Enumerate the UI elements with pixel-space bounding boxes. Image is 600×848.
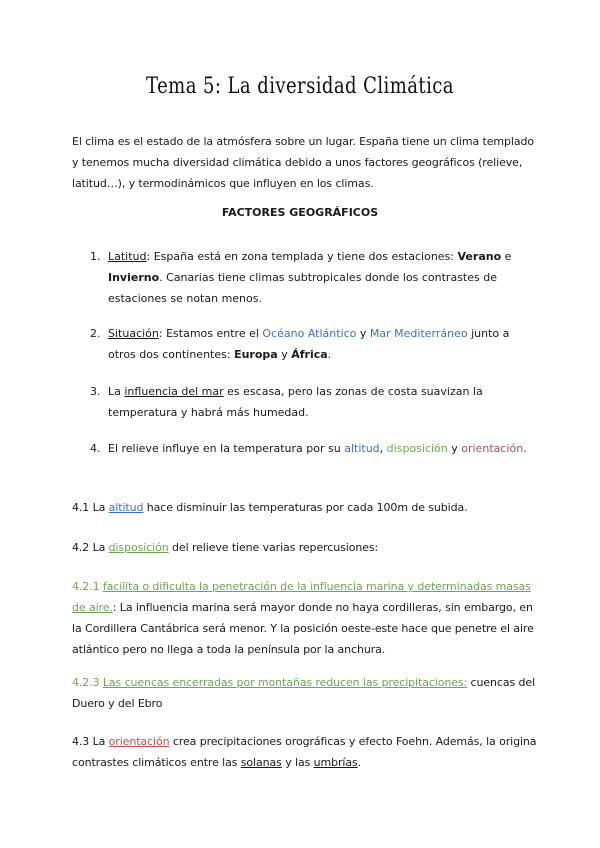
section-4-2-1 xyxy=(72,576,542,660)
text-run: 4.2.3 xyxy=(72,676,103,689)
term-disposicion: disposición xyxy=(386,442,448,455)
section-4-2-3 xyxy=(72,672,542,714)
text-run: y xyxy=(356,327,370,340)
text-run: del relieve tiene varias repercusiones: xyxy=(168,541,379,554)
intro-paragraph: El clima es el estado de la atmósfera sobre un lugar. España tiene un clima templado y tenemos mucha diversidad climática debido a unos factores geográficos (relieve, latitud…), y termodinámicos que influyen en los climas. xyxy=(72,135,534,190)
text-run: y xyxy=(447,442,462,455)
document-title: Tema 5: La diversidad Climática xyxy=(146,74,454,99)
text-run: crea precipitaciones orográficas y efecto Foehn. Además, la origina contrastes climáticos entre las xyxy=(72,735,537,769)
term-penetracion-influencia: facilita o dificulta la penetración de la influencia marina y determinadas masas de aire. xyxy=(72,580,531,614)
section-4-2 xyxy=(72,537,542,558)
term-mar-mediterraneo: Mar Mediterráneo xyxy=(369,327,468,340)
term-invierno: Invierno xyxy=(108,271,160,284)
term-latitud: Latitud xyxy=(108,250,147,263)
text-run: : Estamos entre el xyxy=(158,327,263,340)
text-run: . xyxy=(357,756,362,769)
text-run: junto a otros dos continentes: xyxy=(108,327,510,361)
term-influencia-del-mar: influencia del mar xyxy=(124,385,224,398)
term-orientacion: orientación xyxy=(461,442,524,455)
text-run: : La influencia marina será mayor donde no haya cordilleras, sin embargo, en la Cordillera Cantábrica será menor. Y la posición oeste-este hace que penetre el aire atlántico pero no llega a toda la península por la anchura. xyxy=(72,601,534,656)
text-run: cuencas del Duero y del Ebro xyxy=(72,676,536,710)
term-orientacion-link: orientación xyxy=(108,735,170,748)
list-item-latitud xyxy=(90,246,532,309)
text-run: 4.3 La xyxy=(72,735,109,748)
list-item-influencia-mar xyxy=(90,381,532,423)
text-run: . Canarias tiene climas subtropicales donde los contrastes de estaciones se notan menos. xyxy=(108,271,497,305)
list-number: 3. xyxy=(90,385,101,398)
list-item-text xyxy=(108,323,532,365)
text-run: El relieve influye en la temperatura por su xyxy=(108,442,345,455)
text-run: , xyxy=(379,442,387,455)
section-4-1 xyxy=(72,497,542,518)
list-item-situacion xyxy=(90,323,532,365)
text-run: es escasa, pero las zonas de costa suavizan la temperatura y habrá más humedad. xyxy=(108,385,483,419)
list-item-text xyxy=(108,381,532,423)
section-4-3 xyxy=(72,731,542,773)
list-item-relieve xyxy=(90,438,532,459)
term-cuencas-encerradas: Las cuencas encerradas por montañas reducen las precipitaciones: xyxy=(102,676,468,689)
text-run: 4.2.1 xyxy=(72,580,103,593)
text-run: La xyxy=(108,385,125,398)
text-run: y xyxy=(277,348,292,361)
list-item-text xyxy=(108,246,532,309)
term-solanas: solanas xyxy=(240,756,282,769)
text-run: : España está en zona templada y tiene dos estaciones: xyxy=(146,250,458,263)
list-number: 1. xyxy=(90,250,101,263)
term-europa: Europa xyxy=(234,348,278,361)
list-number: 2. xyxy=(90,327,101,340)
text-run: . xyxy=(523,442,527,455)
text-run: e xyxy=(501,250,512,263)
term-africa: África xyxy=(291,348,328,361)
term-umbrias: umbrías xyxy=(313,756,358,769)
text-run: y las xyxy=(281,756,314,769)
text-run: 4.2 La xyxy=(72,541,109,554)
term-altitud: altitud xyxy=(344,442,380,455)
text-run: . xyxy=(327,348,332,361)
section-heading: FACTORES GEOGRÁFICOS xyxy=(221,206,379,219)
text-run: 4.1 La xyxy=(72,501,109,514)
term-situacion: Situación xyxy=(108,327,159,340)
term-verano: Verano xyxy=(457,250,502,263)
list-item-text xyxy=(108,438,532,459)
term-disposicion-link: disposición xyxy=(108,541,169,554)
term-altitud-link: altitud xyxy=(108,501,144,514)
term-oceano-atlantico: Océano Atlántico xyxy=(262,327,357,340)
list-number: 4. xyxy=(90,442,101,455)
text-run: hace disminuir las temperaturas por cada 100m de subida. xyxy=(143,501,468,514)
